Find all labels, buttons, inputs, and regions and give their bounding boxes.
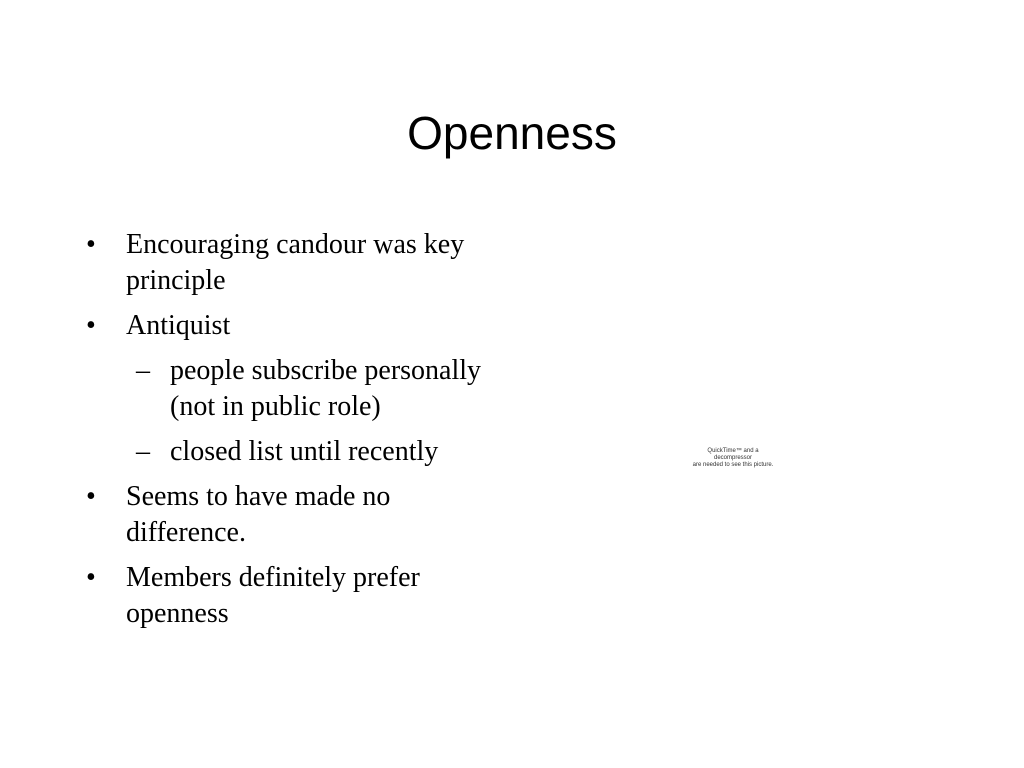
bullet-text: Seems to have made no difference. — [126, 481, 391, 548]
sub-bullet-marker: – — [136, 436, 150, 467]
bullet-marker: • — [86, 481, 96, 512]
sub-bullet-item — [86, 353, 506, 425]
placeholder-line: are needed to see this picture. — [692, 462, 774, 468]
bullet-text: Encouraging candour was key principle — [126, 229, 465, 296]
sub-bullet-text: people subscribe personally (not in public role) — [170, 355, 482, 422]
bullet-list — [86, 227, 506, 641]
placeholder-line: QuickTime™ and a — [707, 448, 759, 454]
bullet-item — [86, 560, 506, 632]
bullet-text: Members definitely prefer openness — [126, 562, 420, 629]
bullet-marker: • — [86, 562, 96, 593]
sub-bullet-text: closed list until recently — [170, 436, 439, 467]
bullet-marker: • — [86, 310, 96, 341]
placeholder-line: decompressor — [713, 455, 752, 461]
sub-bullet-marker: – — [136, 355, 150, 386]
bullet-item — [86, 227, 506, 299]
quicktime-image-placeholder — [660, 448, 806, 469]
slide-title: Openness — [407, 107, 617, 159]
bullet-marker: • — [86, 229, 96, 260]
sub-bullet-item — [86, 434, 506, 470]
bullet-item — [86, 479, 506, 551]
bullet-text: Antiquist — [126, 310, 231, 341]
bullet-item — [86, 308, 506, 344]
